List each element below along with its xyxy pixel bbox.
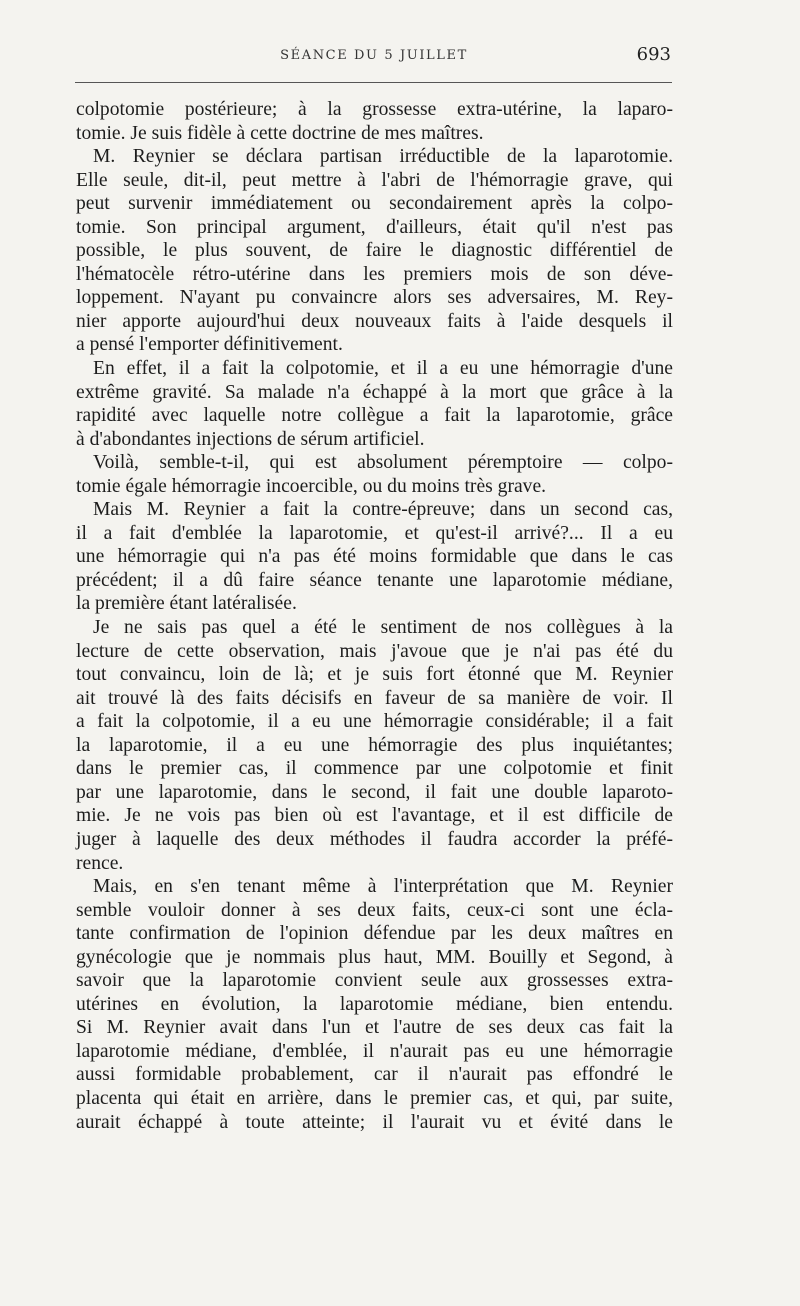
text-line: placenta qui était en arrière, dans le premier cas, et qui, par suite, (76, 1087, 673, 1109)
text-line: la première étant latéralisée. (76, 593, 297, 615)
text-line: gynécologie que je nommais plus haut, MM. Bouilly et Segond, à (76, 946, 673, 968)
text-line: rapidité avec laquelle notre collègue a fait la laparotomie, grâce (76, 405, 673, 427)
text-line: précédent; il a dû faire séance tenante une laparotomie médiane, (76, 569, 673, 591)
body-text (76, 98, 673, 1134)
text-line: aurait échappé à toute atteinte; il l'aurait vu et évité dans le (76, 1111, 673, 1133)
text-line: Voilà, semble-t-il, qui est absolument péremptoire — colpo- (93, 452, 673, 474)
text-line: l'hématocèle rétro-utérine dans les premiers mois de son déve- (76, 263, 673, 285)
text-line: lecture de cette observation, mais j'avoue que je n'ai pas été du (76, 640, 673, 662)
text-line: juger à laquelle des deux méthodes il faudra accorder la préfé- (76, 828, 673, 850)
text-line: mie. Je ne vois pas bien où est l'avantage, et il est difficile de (76, 805, 673, 827)
text-line: Si M. Reynier avait dans l'un et l'autre de ses deux cas fait la (76, 1017, 673, 1039)
text-line: extrême gravité. Sa malade n'a échappé à la mort que grâce à la (76, 381, 673, 403)
text-line: utérines en évolution, la laparotomie médiane, bien entendu. (76, 993, 673, 1015)
text-line: possible, le plus souvent, de faire le diagnostic différentiel de (76, 240, 673, 262)
text-line: M. Reynier se déclara partisan irréductible de la laparotomie. (93, 146, 673, 168)
page-number: 693 (636, 44, 671, 65)
text-line: la laparotomie, il a eu une hémorragie des plus inquiétantes; (76, 734, 673, 756)
text-line: loppement. N'ayant pu convaincre alors ses adversaires, M. Rey- (76, 287, 673, 309)
running-title: SÉANCE DU 5 JUILLET (280, 48, 468, 63)
text-line: semble vouloir donner à ses deux faits, ceux-ci sont une écla- (76, 899, 673, 921)
text-line: une hémorragie qui n'a pas été moins formidable que dans le cas (76, 546, 673, 568)
text-line: peut survenir immédiatement ou secondairement après la colpo- (76, 193, 673, 215)
text-line: à d'abondantes injections de sérum artificiel. (76, 428, 425, 450)
text-line: colpotomie postérieure; à la grossesse extra-utérine, la laparo- (76, 99, 673, 120)
text-line: Mais M. Reynier a fait la contre-épreuve; dans un second cas, (93, 499, 673, 521)
text-line: a pensé l'emporter définitivement. (76, 334, 343, 356)
text-line: ait trouvé là des faits décisifs en faveur de sa manière de voir. Il (76, 687, 673, 709)
text-line: savoir que la laparotomie convient seule aux grossesses extra- (76, 970, 673, 992)
text-line: Elle seule, dit-il, peut mettre à l'abri de l'hémorragie grave, qui (76, 169, 673, 191)
text-line: laparotomie médiane, d'emblée, il n'aurait pas eu une hémorragie (76, 1040, 673, 1062)
text-line: Mais, en s'en tenant même à l'interprétation que M. Reynier (93, 876, 673, 898)
text-line: En effet, il a fait la colpotomie, et il a eu une hémorragie d'une (93, 358, 673, 380)
text-line: aussi formidable probablement, car il n'aurait pas effondré le (76, 1064, 673, 1086)
text-line: a fait la colpotomie, il a eu une hémorragie considérable; il a fait (76, 711, 673, 733)
text-line: Je ne sais pas quel a été le sentiment de nos collègues à la (93, 617, 673, 639)
text-line: nier apporte aujourd'hui deux nouveaux faits à l'aide desquels il (76, 310, 673, 332)
text-line: par une laparotomie, dans le second, il fait une double laparoto- (76, 781, 673, 803)
header-rule (75, 82, 672, 83)
text-line: tout convaincu, loin de là; et je suis fort étonné que M. Reynier (76, 664, 673, 686)
text-line: il a fait d'emblée la laparotomie, et qu'est-il arrivé?... Il a eu (76, 522, 673, 544)
text-line: tomie. Je suis fidèle à cette doctrine de mes maîtres. (76, 122, 484, 144)
text-line: tomie. Son principal argument, d'ailleurs, était qu'il n'est pas (76, 216, 673, 238)
text-line: rence. (76, 852, 124, 874)
page-header (75, 44, 673, 74)
text-line: tomie égale hémorragie incoercible, ou du moins très grave. (76, 475, 547, 497)
text-line: tante confirmation de l'opinion défendue par les deux maîtres en (76, 923, 673, 945)
text-line: dans le premier cas, il commence par une colpotomie et finit (76, 758, 673, 780)
